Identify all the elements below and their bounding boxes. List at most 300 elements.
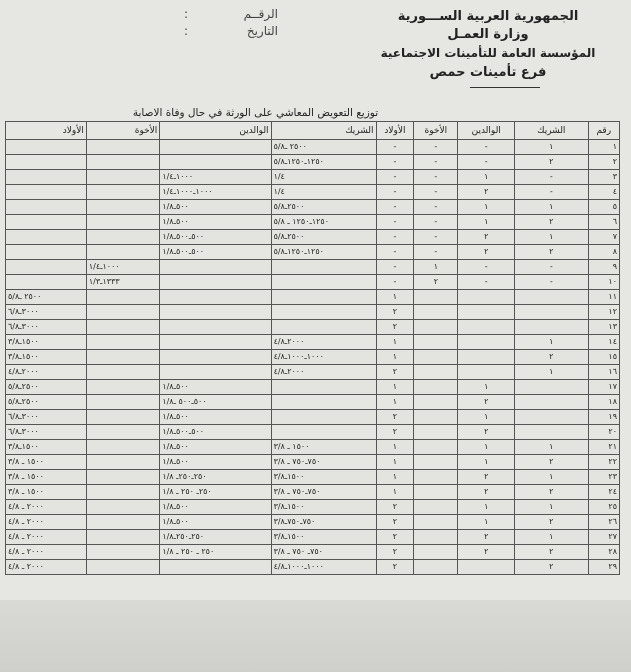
table-cell: ١	[458, 200, 515, 215]
table-row	[6, 395, 620, 410]
table-cell	[160, 335, 271, 350]
table-cell: ١	[515, 470, 588, 485]
table-cell	[515, 305, 588, 320]
table-cell: ٢	[414, 275, 458, 290]
table-cell	[86, 500, 159, 515]
table-cell: ٢	[515, 515, 588, 530]
table-body	[6, 140, 620, 575]
table-cell	[86, 545, 159, 560]
reference-block	[184, 6, 278, 40]
table-cell	[86, 365, 159, 380]
table-cell	[414, 515, 458, 530]
table-cell: ٢٥٠٠ـ٥/٨	[271, 200, 376, 215]
table-cell	[414, 455, 458, 470]
table-cell: ١	[458, 440, 515, 455]
column-header: الشريك	[515, 122, 588, 140]
table-cell	[414, 440, 458, 455]
table-cell: ١	[376, 395, 414, 410]
table-cell	[86, 245, 159, 260]
table-cell	[458, 290, 515, 305]
table-cell: ١	[458, 215, 515, 230]
table-cell	[160, 350, 271, 365]
table-cell: -	[458, 140, 515, 155]
table-cell: -	[376, 215, 414, 230]
table-cell: ٢	[458, 185, 515, 200]
table-cell	[86, 320, 159, 335]
column-header: الأولاد	[376, 122, 414, 140]
column-header: الوالدين	[160, 122, 271, 140]
table-cell	[86, 560, 159, 575]
table-cell: ١	[376, 350, 414, 365]
table-row	[6, 260, 620, 275]
table-cell	[160, 305, 271, 320]
table-cell: ٢٥٠٠ ـ٥/٨	[6, 290, 87, 305]
table-row	[6, 140, 620, 155]
table-cell: -	[376, 260, 414, 275]
table-cell: ٢٥٠ ـ ٢٥٠ ـ ١/٨	[160, 545, 271, 560]
table-cell: ٥٠٠ـ٥٠٠ ـ١/٨	[160, 395, 271, 410]
table-cell: ١٨	[588, 395, 619, 410]
table-cell	[414, 335, 458, 350]
table-cell: ١/٤	[271, 170, 376, 185]
table-cell	[86, 215, 159, 230]
table-cell	[86, 350, 159, 365]
table-row	[6, 305, 620, 320]
table-cell: ١	[458, 500, 515, 515]
table-cell: ٢	[515, 155, 588, 170]
table-cell: ٥٠٠ـ١/٨	[160, 515, 271, 530]
table-cell: -	[515, 185, 588, 200]
table-cell: -	[515, 260, 588, 275]
table-cell: ٢	[515, 245, 588, 260]
table-cell: ٢	[458, 395, 515, 410]
table-cell	[458, 560, 515, 575]
table-row	[6, 365, 620, 380]
column-header: الأخوة	[414, 122, 458, 140]
table-cell	[86, 305, 159, 320]
table-cell: ٢	[376, 305, 414, 320]
table-cell: ٢	[376, 410, 414, 425]
table-cell	[6, 260, 87, 275]
table-cell: ١٧	[588, 380, 619, 395]
table-cell: ١٥٠٠ ـ ٣/٨	[6, 455, 87, 470]
table-cell	[271, 395, 376, 410]
table-cell: ٥٠٠ـ١/٨	[160, 380, 271, 395]
table-cell: ٢٨	[588, 545, 619, 560]
table-cell	[86, 470, 159, 485]
table-cell	[414, 500, 458, 515]
table-cell: ٥٠٠ـ١/٨	[160, 215, 271, 230]
column-header: رقم	[588, 122, 619, 140]
table-row	[6, 515, 620, 530]
table-cell: ١	[515, 335, 588, 350]
table-cell	[458, 335, 515, 350]
table-cell: ٢٩	[588, 560, 619, 575]
table-cell	[414, 470, 458, 485]
table-cell: ١٥٠٠ـ٣/٨	[271, 500, 376, 515]
column-header: الوالدين	[458, 122, 515, 140]
table-cell: -	[376, 200, 414, 215]
table-cell	[515, 320, 588, 335]
table-cell	[86, 230, 159, 245]
table-cell	[414, 395, 458, 410]
table-cell: -	[458, 155, 515, 170]
header-line-branch: فرع تأمينات حمص	[429, 65, 547, 80]
table-cell: ٢٢	[588, 455, 619, 470]
table-cell: ٢	[515, 560, 588, 575]
table-cell: ١	[376, 335, 414, 350]
table-cell	[86, 485, 159, 500]
table-cell: -	[515, 275, 588, 290]
distribution-table	[5, 121, 620, 575]
table-cell: ١	[515, 200, 588, 215]
table-row	[6, 215, 620, 230]
table-cell: ٢	[376, 560, 414, 575]
table-cell: ٥٠٠ـ١/٨	[160, 455, 271, 470]
table-cell: ١	[515, 140, 588, 155]
column-header: الأخوة	[86, 122, 159, 140]
table-cell: ١٠٠٠ـ١٠٠٠ـ١/٤	[160, 185, 271, 200]
table-cell	[160, 155, 271, 170]
table-cell	[160, 260, 271, 275]
table-cell: ١٢٥٠ـ١٢٥٠ ـ ٥/٨	[271, 215, 376, 230]
table-cell: ٢	[458, 545, 515, 560]
table-cell	[160, 290, 271, 305]
table-row	[6, 245, 620, 260]
table-cell: -	[376, 245, 414, 260]
table-cell: ٢٤	[588, 485, 619, 500]
table-cell: ١	[376, 485, 414, 500]
table-row	[6, 440, 620, 455]
table-cell: ٢	[515, 455, 588, 470]
table-cell: ٢	[515, 545, 588, 560]
table-cell	[515, 425, 588, 440]
table-cell: ٢	[588, 155, 619, 170]
table-cell: ٥٠٠ـ٥٠٠ـ١/٨	[160, 425, 271, 440]
table-cell: ٢	[458, 425, 515, 440]
table-cell: ٢٠٠٠ ـ ٤/٨	[6, 560, 87, 575]
table-cell: ٥٠٠ـ١/٨	[160, 440, 271, 455]
table-cell: ٧٥٠ـ٧٥٠ـ٣/٨	[271, 515, 376, 530]
table-cell: ٢٠	[588, 425, 619, 440]
table-row	[6, 530, 620, 545]
table-row	[6, 545, 620, 560]
table-cell	[6, 185, 87, 200]
table-row	[6, 335, 620, 350]
table-cell: -	[376, 140, 414, 155]
table-cell	[414, 425, 458, 440]
table-cell: ٦	[588, 215, 619, 230]
table-cell: -	[376, 230, 414, 245]
table-cell	[458, 365, 515, 380]
table-cell: ١٢٥٠ـ١٢٥٠ـ٥/٨	[271, 155, 376, 170]
table-row	[6, 290, 620, 305]
table-cell	[86, 185, 159, 200]
branch-underline	[470, 87, 540, 88]
table-cell: ١٥٠٠ـ٣/٨	[6, 335, 87, 350]
table-cell	[86, 140, 159, 155]
table-cell: ٧٥٠ـ٧٥٠ ـ ٣/٨	[271, 485, 376, 500]
table-cell	[86, 380, 159, 395]
table-cell	[515, 290, 588, 305]
table-cell: ٢٠٠٠ـ٤/٨	[271, 335, 376, 350]
reference-label: الرقــم	[243, 7, 278, 21]
table-cell	[414, 290, 458, 305]
table-cell	[6, 275, 87, 290]
ministry-header	[363, 8, 613, 82]
table-cell: ٢٥٠٠ـ٥/٨	[271, 230, 376, 245]
table-cell	[86, 155, 159, 170]
table-cell: -	[414, 170, 458, 185]
table-cell	[6, 155, 87, 170]
table-cell: ٤	[588, 185, 619, 200]
table-row	[6, 380, 620, 395]
table-cell: -	[376, 185, 414, 200]
table-cell	[458, 320, 515, 335]
table-cell	[271, 320, 376, 335]
table-cell: ٢	[376, 365, 414, 380]
table-cell	[6, 200, 87, 215]
table-cell: ٢	[376, 320, 414, 335]
table-cell: -	[414, 245, 458, 260]
table-cell	[414, 305, 458, 320]
table-cell: ٢٠٠٠ ـ ٤/٨	[6, 515, 87, 530]
table-cell: -	[414, 155, 458, 170]
table-cell: ١٠	[588, 275, 619, 290]
table-header-row	[6, 122, 620, 140]
header-line-institution: المؤسسة العامة للتأمينات الاجتماعية	[380, 46, 596, 60]
table-row	[6, 200, 620, 215]
table-cell	[160, 560, 271, 575]
table-cell: ٢٥٠٠ ـ٥/٨	[271, 140, 376, 155]
table-cell	[271, 290, 376, 305]
table-cell: -	[376, 170, 414, 185]
table-cell: ١	[515, 365, 588, 380]
table-cell	[86, 335, 159, 350]
table-cell: ١٥٠٠ـ٣/٨	[271, 470, 376, 485]
table-cell: ٧٥٠ـ ٧٥٠ ـ ٣/٨	[271, 545, 376, 560]
table-cell: ٢	[458, 485, 515, 500]
table-cell	[86, 455, 159, 470]
table-cell: ١٠٠٠ـ١٠٠٠ـ٤/٨	[271, 560, 376, 575]
table-cell: ١	[376, 380, 414, 395]
table-cell: ٩	[588, 260, 619, 275]
table-cell: ١٥	[588, 350, 619, 365]
table-cell: ٥٠٠ـ٥٠٠ـ١/٨	[160, 245, 271, 260]
document-title: توزيع التعويض المعاشي على الورثة في حال وفاة الاصابة	[132, 107, 379, 119]
table-cell	[414, 545, 458, 560]
table-row	[6, 320, 620, 335]
table-cell: ١٥٠٠ـ٣/٨	[271, 530, 376, 545]
table-cell: ١٢	[588, 305, 619, 320]
table-cell: ٥٠٠ـ٥٠٠ـ١/٨	[160, 230, 271, 245]
table-row	[6, 425, 620, 440]
table-cell	[414, 365, 458, 380]
table-cell: ١	[376, 470, 414, 485]
table-cell: ٣	[588, 170, 619, 185]
table-cell: ٢	[515, 485, 588, 500]
table-cell	[414, 410, 458, 425]
table-cell: ١٥٠٠ـ٣/٨	[6, 350, 87, 365]
table-cell	[86, 290, 159, 305]
table-cell: ٧٥٠ـ٧٥٠ ـ ٣/٨	[271, 455, 376, 470]
table-cell: ١٦	[588, 365, 619, 380]
table-cell: ٢٥٠٠ـ٥/٨	[6, 395, 87, 410]
table-cell: ١١	[588, 290, 619, 305]
table-cell: ١	[376, 455, 414, 470]
table-cell: ٢٥	[588, 500, 619, 515]
table-cell: ١٥٠٠ ـ ٣/٨	[271, 440, 376, 455]
table-cell: ٢	[458, 530, 515, 545]
table-cell: ٢٠٠٠ ـ ٤/٨	[6, 545, 87, 560]
table-cell: ٣٠٠٠ـ٦/٨	[6, 425, 87, 440]
table-cell	[160, 275, 271, 290]
date-label: التاريخ	[246, 24, 278, 38]
table-cell: ١٢٥٠ـ١٢٥٠ـ٥/٨	[271, 245, 376, 260]
table-row	[6, 470, 620, 485]
table-cell	[414, 320, 458, 335]
table-cell: ٢	[458, 230, 515, 245]
table-cell	[160, 365, 271, 380]
page-shadow	[0, 600, 631, 672]
table-cell: ٢	[458, 245, 515, 260]
table-cell: -	[414, 200, 458, 215]
table-cell: ٥٠٠ـ١/٨	[160, 500, 271, 515]
table-cell: -	[414, 140, 458, 155]
table-cell: ٢	[376, 500, 414, 515]
table-cell	[271, 260, 376, 275]
table-cell: ٢٣	[588, 470, 619, 485]
table-row	[6, 500, 620, 515]
table-cell: ٣٠٠٠ـ٦/٨	[6, 320, 87, 335]
table-cell	[414, 350, 458, 365]
table-cell: ١	[414, 260, 458, 275]
table-cell: ٢	[515, 350, 588, 365]
table-cell: ٢٠٠٠ ـ ٤/٨	[6, 530, 87, 545]
date-row	[184, 23, 278, 40]
table-cell	[458, 305, 515, 320]
table-cell	[6, 140, 87, 155]
table-cell	[86, 410, 159, 425]
table-cell	[271, 380, 376, 395]
table-cell	[86, 200, 159, 215]
table-cell: ١٣٣٣ـ١/٣	[86, 275, 159, 290]
table-cell	[6, 170, 87, 185]
table-row	[6, 185, 620, 200]
table-cell	[86, 515, 159, 530]
table-cell	[160, 140, 271, 155]
table-cell: ١٥٠٠ ـ ٣/٨	[6, 485, 87, 500]
table-cell	[414, 530, 458, 545]
table-cell: ٢٦	[588, 515, 619, 530]
date-colon: :	[184, 24, 189, 38]
table-cell: ٢	[458, 470, 515, 485]
table-cell	[6, 215, 87, 230]
table-cell: ٢٠٠٠ـ٤/٨	[6, 365, 87, 380]
table-cell: ٢	[376, 530, 414, 545]
table-cell: ٢٧	[588, 530, 619, 545]
table-row	[6, 275, 620, 290]
column-header: الشريك	[271, 122, 376, 140]
table-cell: ١٥٠٠ـ٣/٨	[6, 440, 87, 455]
table-cell	[515, 410, 588, 425]
column-header: الأولاد	[6, 122, 87, 140]
table-cell: ١	[515, 530, 588, 545]
table-row	[6, 170, 620, 185]
table-cell: ٣٠٠٠ـ٦/٨	[6, 410, 87, 425]
table-cell: ١٠٠٠ـ١/٤	[160, 170, 271, 185]
table-cell: ٥	[588, 200, 619, 215]
table-cell	[414, 380, 458, 395]
table-cell	[86, 170, 159, 185]
table-cell	[271, 410, 376, 425]
table-cell: ١	[458, 380, 515, 395]
table-cell: ٥٠٠ـ١/٨	[160, 410, 271, 425]
table-cell: ١٣	[588, 320, 619, 335]
table-cell	[515, 380, 588, 395]
reference-colon: :	[184, 7, 189, 21]
table-cell: -	[376, 275, 414, 290]
table-cell: ١	[458, 455, 515, 470]
table-cell: -	[458, 275, 515, 290]
table-cell	[6, 230, 87, 245]
table-cell: ١٤	[588, 335, 619, 350]
table-cell: ١	[515, 230, 588, 245]
table-row	[6, 350, 620, 365]
table-row	[6, 230, 620, 245]
table-cell: ٧	[588, 230, 619, 245]
table-cell: ١٠٠٠ـ١٠٠٠ـ٤/٨	[271, 350, 376, 365]
table-cell	[271, 425, 376, 440]
table-cell	[458, 350, 515, 365]
table-row	[6, 455, 620, 470]
table-cell: ٣٠٠٠ـ٦/٨	[6, 305, 87, 320]
table-cell: ١	[458, 410, 515, 425]
reference-row	[184, 6, 278, 23]
table-cell: ١	[376, 290, 414, 305]
table-cell	[6, 245, 87, 260]
table-cell: ٢	[376, 545, 414, 560]
table-row	[6, 155, 620, 170]
table-cell: -	[414, 215, 458, 230]
table-row	[6, 410, 620, 425]
table-cell	[271, 305, 376, 320]
table-cell: ١	[515, 440, 588, 455]
table-cell: ١	[376, 440, 414, 455]
table-cell: ١	[588, 140, 619, 155]
table-cell: ٨	[588, 245, 619, 260]
table-cell: ١	[458, 515, 515, 530]
table-cell	[86, 425, 159, 440]
table-cell: -	[414, 230, 458, 245]
table-cell: ٢٥٠٠ـ٥/٨	[6, 380, 87, 395]
table-cell	[86, 395, 159, 410]
table-row	[6, 560, 620, 575]
table-row	[6, 485, 620, 500]
table-cell	[271, 275, 376, 290]
table-cell: ٢٠٠٠ ـ ٤/٨	[6, 500, 87, 515]
table-cell: ٢٥٠ـ٢٥٠ـ ١/٨	[160, 470, 271, 485]
table-cell: ١٥٠٠ ـ ٣/٨	[6, 470, 87, 485]
table-cell	[86, 530, 159, 545]
table-cell: ٢٥٠ـ٢٥٠ـ١/٨	[160, 530, 271, 545]
table-cell	[515, 395, 588, 410]
table-cell: ٢١	[588, 440, 619, 455]
table-cell	[160, 320, 271, 335]
table-cell	[86, 440, 159, 455]
table-cell: ٢٠٠٠ـ٤/٨	[271, 365, 376, 380]
table-cell: -	[515, 170, 588, 185]
